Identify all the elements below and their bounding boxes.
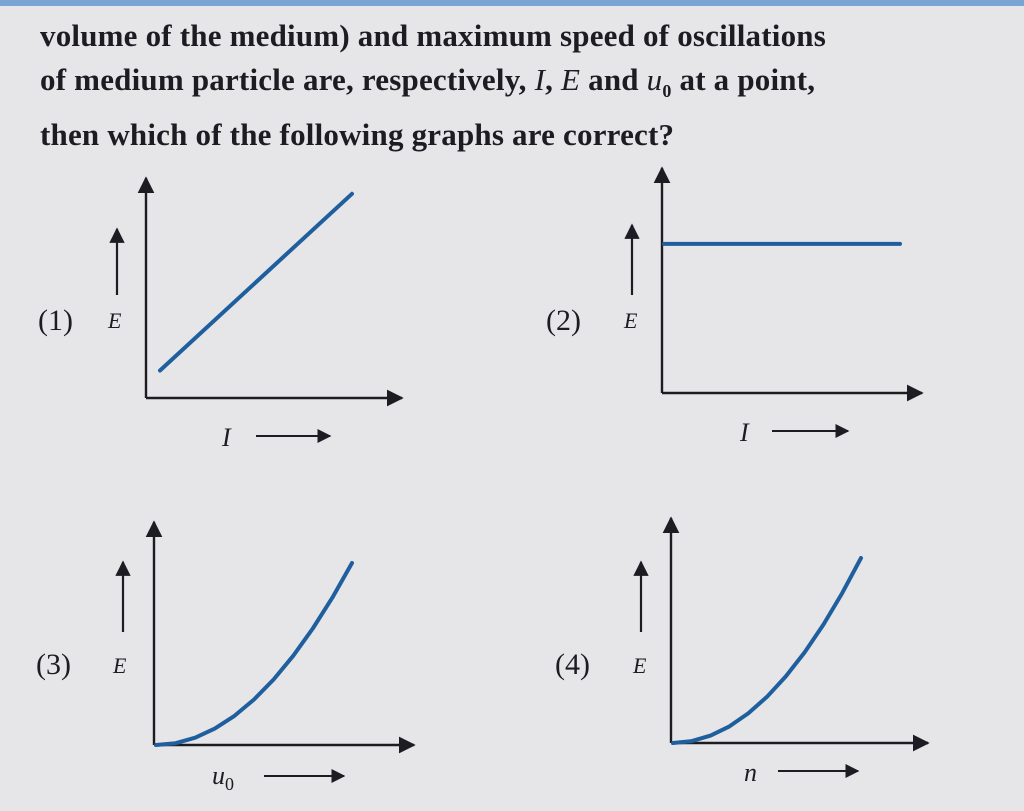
question-line-2-suffix: at a point, xyxy=(671,62,816,97)
question-line-2-prefix: of medium particle are, respectively, xyxy=(40,62,535,97)
graph-1 xyxy=(38,178,402,452)
curve-4 xyxy=(673,558,861,743)
question-line-2-and: and xyxy=(580,62,647,97)
y-axis-label-1: E xyxy=(108,308,122,333)
var-energy: E xyxy=(561,62,581,97)
question-line-2-sep: , xyxy=(545,62,562,97)
graph-4 xyxy=(555,518,928,787)
graph-3 xyxy=(36,522,414,794)
y-axis-label-2: E xyxy=(624,308,638,333)
x-axis-label-3: $u_0$ xyxy=(212,761,234,794)
var-intensity: I xyxy=(534,62,546,97)
var-speed-subscript: 0 xyxy=(662,81,672,102)
question-line-3: then which of the following graphs are correct? xyxy=(40,117,675,153)
graph-2 xyxy=(546,168,922,447)
curve-1 xyxy=(160,194,352,371)
var-speed: u xyxy=(646,62,663,97)
x-axis-label-4: n xyxy=(744,758,757,787)
option-number-3: (3) xyxy=(36,648,71,681)
option-number-2: (2) xyxy=(546,304,581,337)
y-axis-label-4: E xyxy=(633,653,647,678)
option-number-4: (4) xyxy=(555,648,590,681)
curve-3 xyxy=(156,563,352,745)
option-number-1: (1) xyxy=(38,304,73,337)
y-axis-label-3: E xyxy=(113,653,127,678)
x-axis-label-1: I xyxy=(222,423,231,452)
x-axis-label-2: I xyxy=(740,418,749,447)
question-line-1: volume of the medium) and maximum speed of oscillations xyxy=(40,18,826,53)
